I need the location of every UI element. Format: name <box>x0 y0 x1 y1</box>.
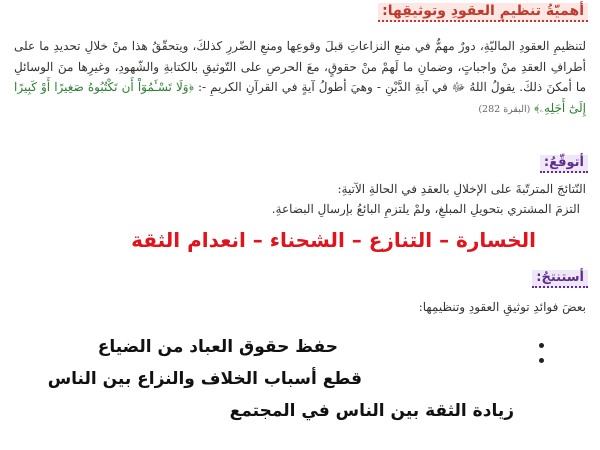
quran-verse: ﴿وَلَا تَسْـَٔمُوٓاْ أَن تَكْتُبُوهُ صَغِيرًا أَوْ كَبِيرًا إِلَىٰٓ أَجَلِهِۦ﴾ <box>14 80 586 115</box>
expect-answer: الخسارة – التنازع – الشحناء – انعدام الثقة <box>131 228 536 252</box>
bullet-icon <box>539 343 544 348</box>
bullet-icon <box>539 358 544 363</box>
expect-heading: أتوقّعُ: <box>540 155 588 173</box>
benefit-item: زيادة الثقة بين الناس في المجتمع <box>229 401 514 421</box>
benefit-item: قطع أسباب الخلاف والنزاع بين الناس <box>47 369 362 389</box>
benefit-item: حفظ حقوق العباد من الضياع <box>97 337 338 357</box>
conclude-question: بعضَ فوائدِ توثيقِ العقودِ وتنظيمِها: <box>418 300 586 314</box>
expect-case: التزمَ المشتري بتحويلِ المبلغِ، ولمْ يلتزمِ البائعُ بإرسالِ البضاعةِ. <box>271 202 580 216</box>
intro-text: لتنظيمِ العقودِ الماليّةِ، دورٌ مهمٌّ في منعِ النزاعاتِ قبلَ وقوعِها ومنعِ الضّررِ كذلكَ، ويتحقّقُ هذا منْ خلالِ تحديدِ ما على أطرافِ العقدِ منْ واجباتٍ، وضمانِ ما لَهمْ منْ حقوقٍ، معَ الحرصِ على التّوثيقِ بالكتابةِ والشّهودِ، وغيرِها منَ الوسائلِ ما أمكنَ ذلكَ. يقولُ اللهُ ﷻ في آيةِ الدَّيْنِ - وهيَ أطولُ آيةٍ في القرآنِ الكريمِ -: <box>14 39 587 94</box>
verse-reference: (البقرة 282) <box>478 103 531 115</box>
expect-question: النّتائجَ المترتّبةَ على الإخلالِ بالعقدِ في الحالةِ الآتيةِ: <box>337 182 586 196</box>
conclude-heading: أستنتجُ: <box>532 270 588 288</box>
importance-heading: أهميّةُ تنظيمِ العقودِ وتوثيقِها: <box>378 3 588 22</box>
intro-paragraph <box>14 36 586 120</box>
